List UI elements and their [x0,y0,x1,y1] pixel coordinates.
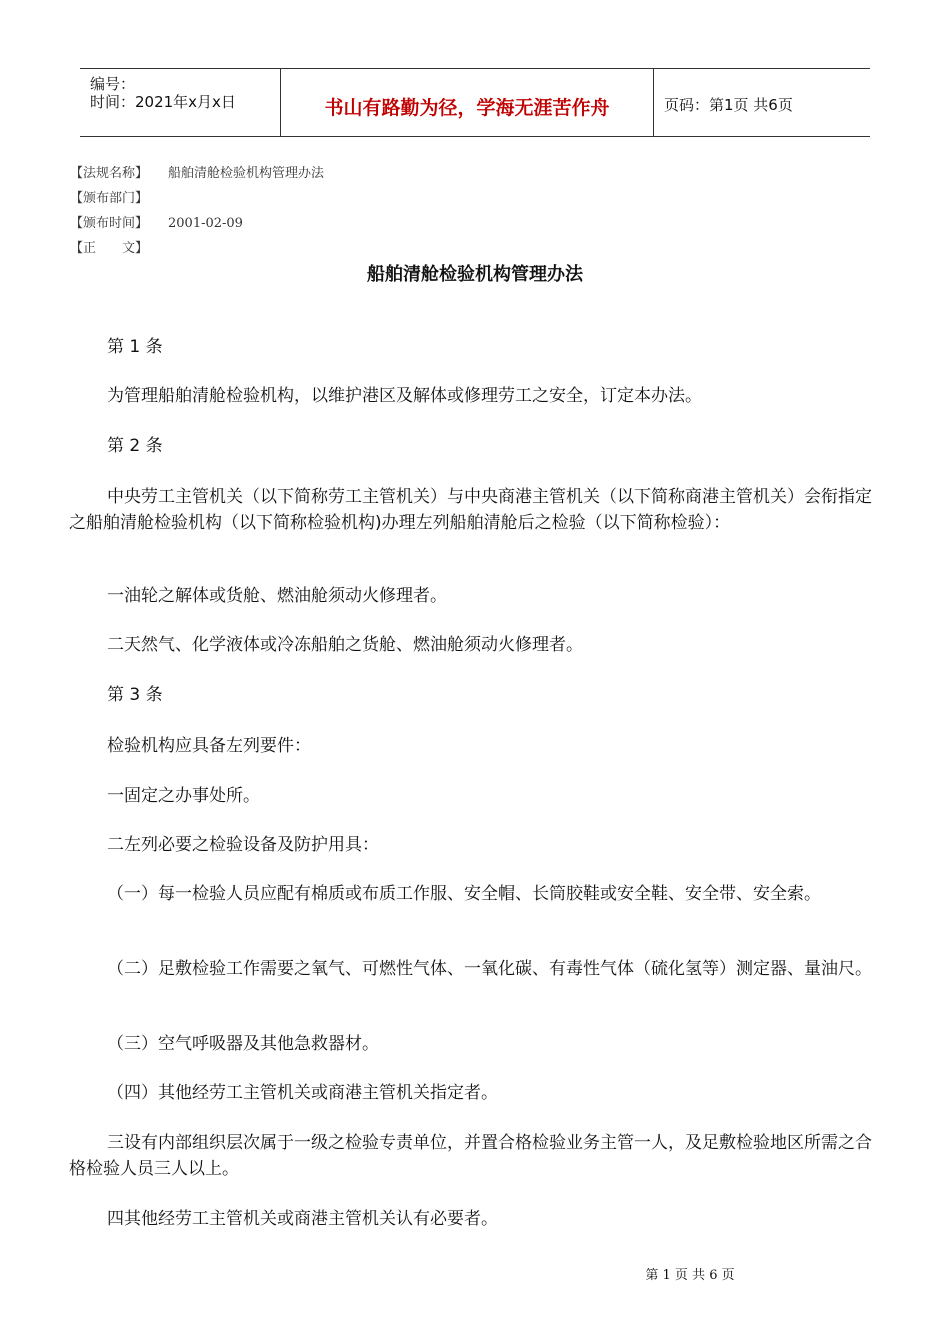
paragraph: 二左列必要之检验设备及防护用具： [107,835,379,855]
paragraph: 一油轮之解体或货舱、燃油舱须动火修理者。 [107,586,447,606]
paragraph: （三）空气呼吸器及其他急救器材。 [107,1034,379,1054]
article-heading: 第 1 条 [107,337,163,357]
meta-key: 【颁布部门】 [70,191,149,206]
paragraph: 三设有内部组织层次属于一级之检验专责单位，并置合格检验业务主管一人，及足敷检验地区所需之合格检验人员三人以上。 [69,1133,872,1179]
header-time: 时间：2021年x月x日 [90,93,236,111]
paragraph: 检验机构应具备左列要件： [107,736,311,756]
article-heading: 第 2 条 [107,436,163,456]
header-motto: 书山有路勤为径，学海无涯苦作舟 [324,97,610,119]
header-page-number: 页码：第1页 共6页 [664,96,793,114]
document-title: 船舶清舱检验机构管理办法 [367,264,583,285]
footer-page-number: 第 1 页 共 6 页 [645,1268,735,1283]
paragraph: （一）每一检验人员应配有棉质或布质工作服、安全帽、长筒胶鞋或安全鞋、安全带、安全索。 [107,884,821,904]
meta-row-body [70,237,168,256]
meta-value: 船舶清舱检验机构管理办法 [168,166,325,181]
header-motto-cell [281,69,654,136]
meta-row-date [70,212,243,231]
paragraph: （四）其他经劳工主管机关或商港主管机关指定者。 [107,1083,498,1103]
header-page-cell [654,69,870,136]
meta-key: 【正 文】 [70,241,149,256]
paragraph: 四其他经劳工主管机关或商港主管机关认有必要者。 [107,1209,498,1229]
meta-row-name [70,162,324,181]
meta-row-department [70,187,168,206]
paragraph: 为管理船舶清舱检验机构，以维护港区及解体或修理劳工之安全，订定本办法。 [107,386,702,406]
meta-key: 【法规名称】 [70,166,149,181]
paragraph: （二）足敷检验工作需要之氧气、可燃性气体、一氧化碳、有毒性气体（硫化氢等）测定器、量油尺。 [107,959,872,979]
page-footer [0,1264,950,1283]
meta-value: 2001-02-09 [168,216,243,231]
header-number: 编号： [90,75,136,93]
paragraph: 二天然气、化学液体或冷冻船舶之货舱、燃油舱须动火修理者。 [107,635,583,655]
header-info-cell [80,69,281,136]
meta-key: 【颁布时间】 [70,216,149,231]
paragraph: 一固定之办事处所。 [107,786,260,806]
article-heading: 第 3 条 [107,685,163,705]
document-header [80,68,870,137]
paragraph: 中央劳工主管机关（以下简称劳工主管机关）与中央商港主管机关（以下简称商港主管机关）会衔指定之船舶清舱检验机构（以下简称检验机构)办理左列船舶清舱后之检验（以下简称检验）： [69,487,872,533]
